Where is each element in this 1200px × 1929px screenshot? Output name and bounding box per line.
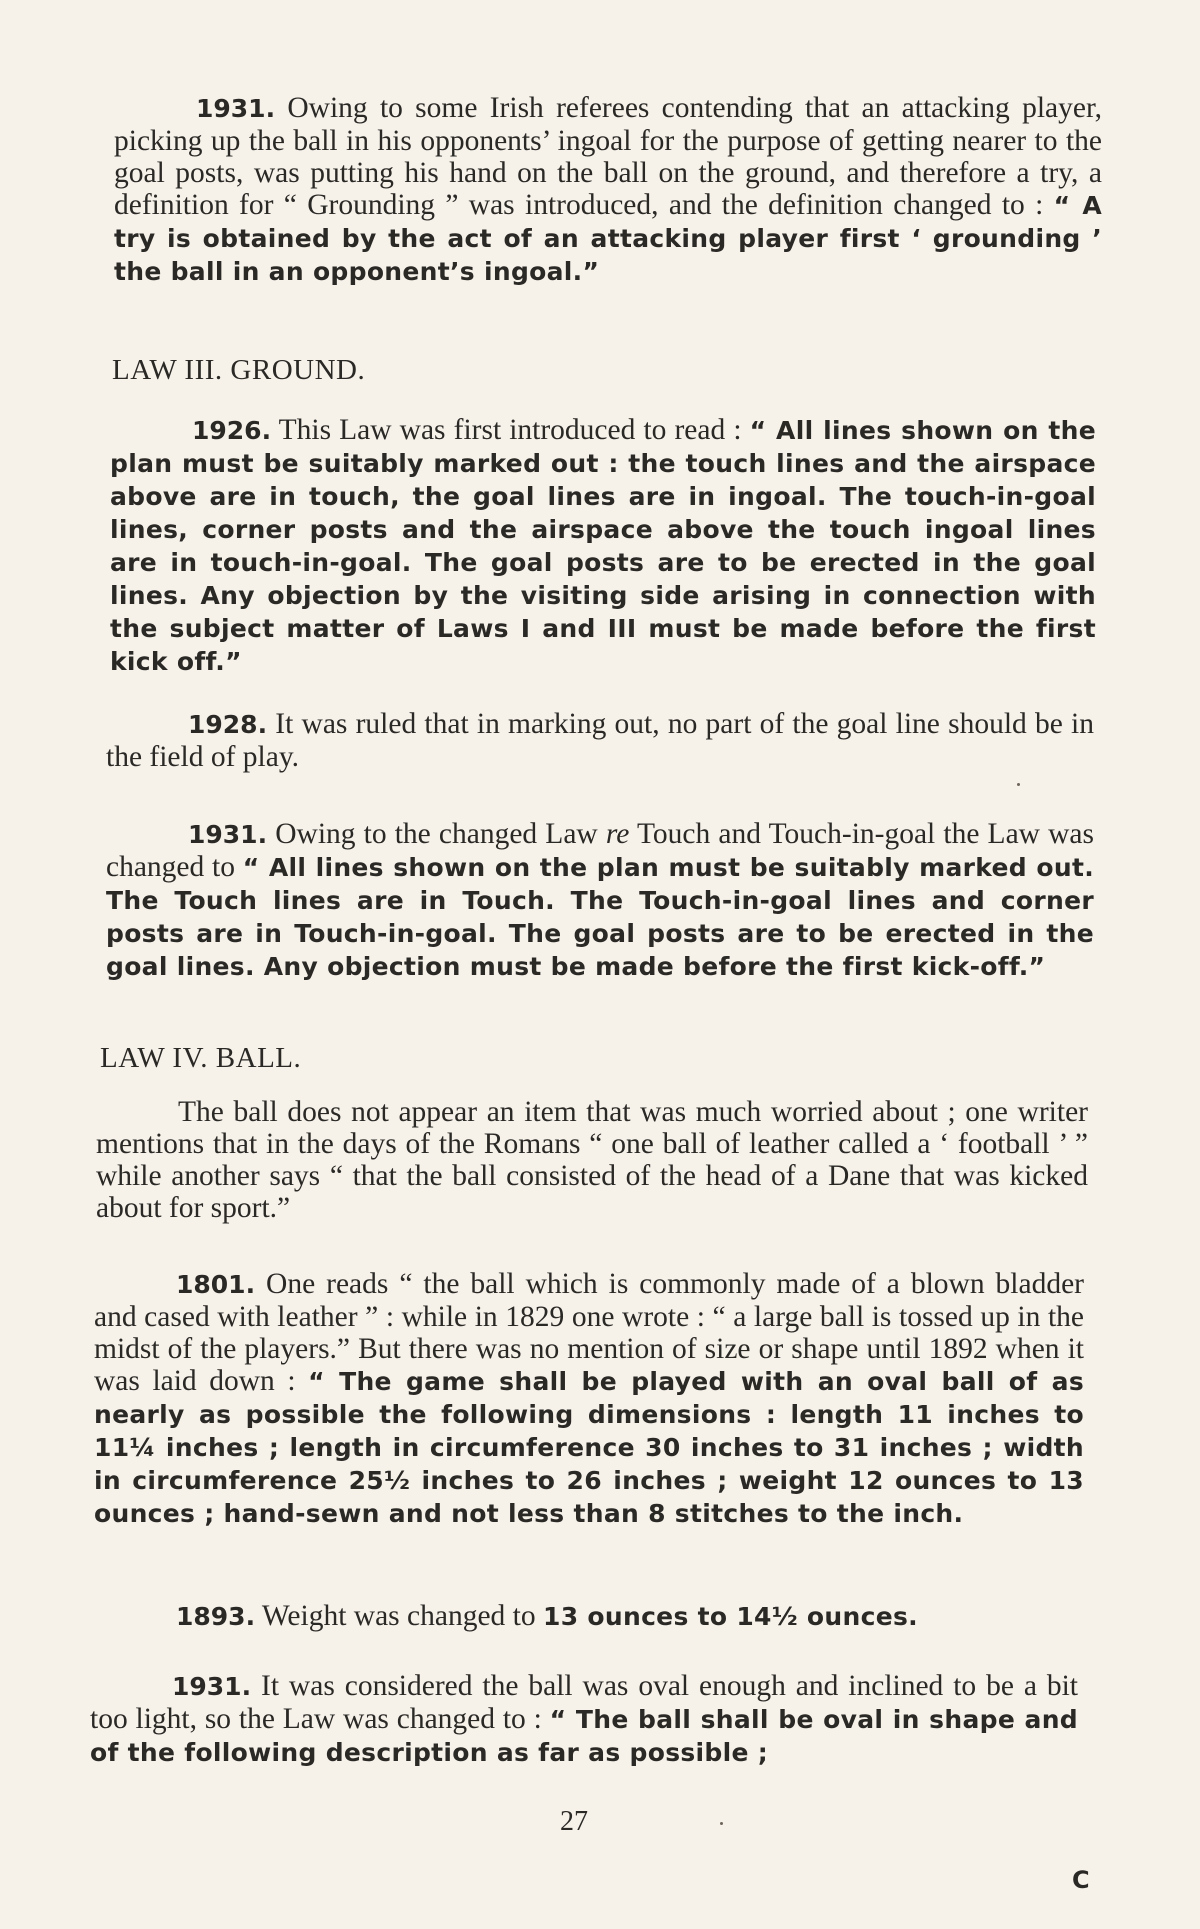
paragraph-1926-ground <box>110 414 1096 678</box>
paragraph-text: It was considered the ball was oval enough and inclined to be a bit too light, so the Law was changed to : <box>90 1670 1078 1735</box>
law-iii-heading: LAW III. GROUND. <box>112 354 366 386</box>
paragraph-text-italic: re <box>605 818 630 850</box>
year-label: 1926. <box>192 416 272 445</box>
paragraph-text: Owing to the changed Law <box>267 818 606 850</box>
paragraph-1928-ground <box>106 708 1094 773</box>
signature-mark: C <box>1072 1866 1090 1894</box>
law-quote: “ The game shall be played with an oval ball of as nearly as possible the following dimensions : length 11 inches to 11¼ inches ; length in circumference 30 inches to 31 inches ; width in circumference 25½ inches to 26 inches ; weight 12 ounces to 13 ounces ; hand-sewn and not less than 8 stitches to the inch. <box>94 1367 1084 1528</box>
paragraph-1931-grounding <box>114 92 1102 288</box>
page-number: 27 <box>560 1806 588 1837</box>
paragraph-text: Touch and Touch-in-goal the Law was changed to <box>106 818 1094 883</box>
law-quote: “ The ball shall be oval in shape and of the following description as far as possible ; <box>90 1705 1078 1767</box>
year-label: 1931. <box>172 1672 252 1701</box>
paragraph-text: Owing to some Irish referees contending that an attacking player, picking up the ball in his opponents’ ingoal for the purpose of getting nearer to the goal posts, was putting his hand on the ball on the ground, and therefore a try, a definition for “ Grounding ” was introduced, and the definition changed to : <box>114 92 1102 221</box>
paragraph-text: This Law was first introduced to read : <box>271 414 750 446</box>
year-label: 1893. <box>176 1602 256 1631</box>
law-quote: “ All lines shown on the plan must be suitably marked out : the touch lines and the airspace above are in touch, the goal lines are in ingoal. The touch-in-goal lines, corner posts and the airspace above the touch ingoal lines are in touch-in-goal. The goal posts are to be erected in the goal lines. Any objection by the visiting side arising in connection with the subject matter of Laws I and III must be made before the first kick off.” <box>110 416 1096 676</box>
year-label: 1931. <box>188 820 268 849</box>
paragraph-1931-ball <box>90 1670 1078 1769</box>
year-label: 1928. <box>188 710 268 739</box>
law-iv-heading: LAW IV. BALL. <box>100 1042 302 1074</box>
year-label: 1931. <box>196 94 276 123</box>
law-quote: “ A try is obtained by the act of an attacking player first ‘ grounding ’ the ball in an opponent’s ingoal.” <box>114 191 1102 286</box>
paragraph-text: The ball does not appear an item that was much worried about ; one writer mentions that in the days of the Romans “ one ball of leather called a ‘ football ’ ” while another says “ that the ball consisted of the head of a Dane that was kicked about for sport.” <box>96 1096 1088 1224</box>
paper-speck <box>720 1822 723 1825</box>
paragraph-ball-history <box>96 1096 1088 1224</box>
paragraph-text: Weight was changed to <box>255 1600 543 1632</box>
paper-speck <box>1017 783 1020 786</box>
paragraph-1931-ground <box>106 818 1094 983</box>
paragraph-text: One reads “ the ball which is commonly made of a blown bladder and cased with leather ” : while in 1829 one wrote : “ a large ball is tossed up in the midst of the players.” But there was no mention of size or shape until 1892 when it was laid down : <box>94 1268 1084 1397</box>
weight-value: 13 ounces to 14½ ounces. <box>543 1602 918 1631</box>
paragraph-1801-ball <box>94 1268 1084 1530</box>
paragraph-text: It was ruled that in marking out, no part of the goal line should be in the field of play. <box>106 708 1094 773</box>
paragraph-1893-ball <box>176 1600 1076 1633</box>
year-label: 1801. <box>176 1270 256 1299</box>
law-quote: “ All lines shown on the plan must be suitably marked out. The Touch lines are in Touch. The Touch-in-goal lines and corner posts are in Touch-in-goal. The goal posts are to be erected in the goal lines. Any objection must be made before the first kick-off.” <box>106 853 1094 981</box>
